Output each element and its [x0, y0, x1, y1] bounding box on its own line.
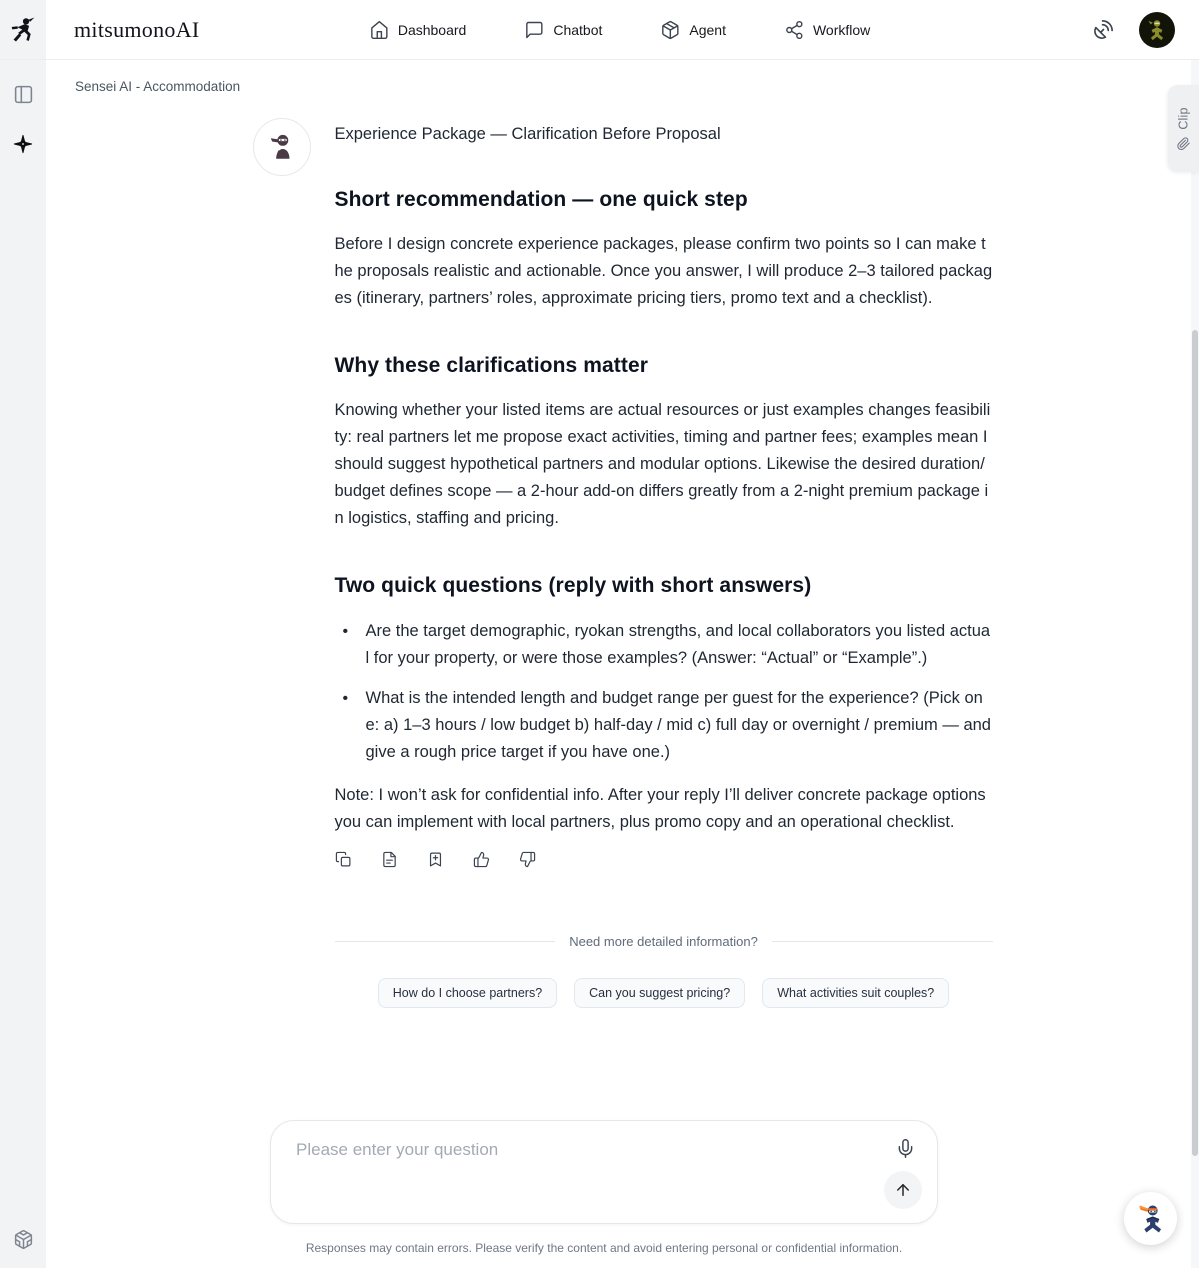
nav-label: Chatbot [553, 21, 603, 38]
brand-title: mitsumonoAI [74, 16, 200, 42]
voice-call-button[interactable] [1092, 18, 1115, 41]
clip-tab[interactable] [1168, 85, 1199, 172]
home-icon [369, 20, 389, 40]
app-logo[interactable] [0, 0, 46, 59]
suggestion-pricing-button[interactable]: Can you suggest pricing? [574, 978, 745, 1008]
list-item: • Are the target demographic, ryokan strengths, and local collaborators you listed actual for your property, or were those examples? (Answer: “Actual” or “Example”.) [335, 618, 993, 672]
assistant-avatar [253, 118, 311, 176]
chat-bubble-icon [524, 20, 544, 40]
sparkle-icon [12, 133, 34, 155]
nav-label: Workflow [812, 21, 871, 38]
nav-agent[interactable] [660, 20, 726, 40]
clip-tab-label: Clip [1176, 106, 1191, 130]
mic-button[interactable] [895, 1138, 916, 1159]
nav-dashboard[interactable] [369, 20, 467, 40]
sidebar-toggle-button[interactable] [13, 84, 34, 105]
user-ninja-icon [1144, 17, 1170, 43]
left-rail [0, 60, 46, 1268]
divider-label: Need more detailed information? [569, 934, 758, 949]
arrow-up-icon [894, 1181, 912, 1199]
suggestion-buttons [335, 978, 993, 1008]
nav-chatbot[interactable] [524, 20, 602, 40]
paragraph-2: Knowing whether your listed items are actual resources or just examples changes feasibility: real partners let me propose exact activities, timing and partner fees; examples mean I should suggest hypothetical partners and modular options. Likewise the desired duration/budget defines scope — a 2-hour add-on differs greatly from a 2-night premium package in logistics, staffing and pricing. [334, 401, 991, 527]
share-icon [784, 20, 804, 40]
paragraph-1: Before I design concrete experience packages, please confirm two points so I can make the proposals realistic and actionable. Once you answer, I will produce 2–3 tailored packages (itinerary, partners’ roles, approximate pricing tiers, promo text and a checklist). [334, 235, 993, 307]
scrollbar-track [1191, 60, 1199, 1268]
package-icon [660, 20, 680, 40]
mic-icon [895, 1138, 916, 1159]
sandbox-button[interactable] [13, 1229, 34, 1250]
breadcrumb: Sensei AI - Accommodation [75, 79, 241, 94]
thumbs-up-icon[interactable] [473, 851, 490, 868]
ninja-logo-icon [9, 16, 37, 44]
main-nav [369, 20, 870, 40]
assistant-fab-button[interactable] [1124, 1192, 1177, 1245]
panel-left-icon [13, 84, 34, 105]
note-paragraph: Note: I won’t ask for confidential info. After your reply I’ll deliver concrete package options you can implement with local partners, plus promo copy and an operational checklist. [334, 786, 986, 831]
bookmark-plus-icon[interactable] [427, 851, 444, 868]
suggestion-activities-button[interactable]: What activities suit couples? [762, 978, 949, 1008]
section-heading-3: Two quick questions (reply with short answers) [334, 574, 812, 597]
section-heading-2: Why these clarifications matter [334, 354, 649, 377]
message-title: Experience Package — Clarification Before Proposal [334, 125, 721, 143]
list-item: • What is the intended length and budget range per guest for the experience? (Pick one: a) 1–3 hours / low budget b) half-day / mid c) full day or overnight / premium — and give a rough price target if you have one.) [335, 685, 993, 766]
nav-workflow[interactable] [784, 20, 870, 40]
assistant-ninja-icon [266, 131, 298, 163]
suggestion-partners-button[interactable]: How do I choose partners? [378, 978, 557, 1008]
suggestions-divider [335, 934, 993, 949]
question-list [335, 618, 993, 766]
ninja-fab-icon [1134, 1202, 1168, 1236]
question-input[interactable] [296, 1140, 856, 1206]
paperclip-icon [1177, 136, 1191, 150]
disclaimer-text: Responses may contain errors. Please verify the content and avoid entering personal or confidential information. [305, 1241, 903, 1255]
app-header [0, 0, 1199, 60]
message-composer [270, 1120, 938, 1224]
message-actions [335, 851, 993, 868]
nav-label: Dashboard [397, 21, 467, 38]
copy-icon[interactable] [335, 851, 352, 868]
send-button[interactable] [884, 1171, 922, 1209]
chat-main [46, 60, 1199, 1268]
ai-sparkle-button[interactable] [12, 133, 34, 155]
nav-label: Agent [689, 21, 726, 38]
thumbs-down-icon[interactable] [519, 851, 536, 868]
user-avatar[interactable] [1139, 12, 1175, 48]
section-heading-1: Short recommendation — one quick step [334, 188, 748, 211]
satellite-dish-icon [1092, 18, 1115, 41]
assistant-message [253, 118, 993, 1008]
file-text-icon[interactable] [381, 851, 398, 868]
scrollbar-thumb[interactable] [1192, 330, 1198, 1156]
codesandbox-icon [13, 1229, 34, 1250]
